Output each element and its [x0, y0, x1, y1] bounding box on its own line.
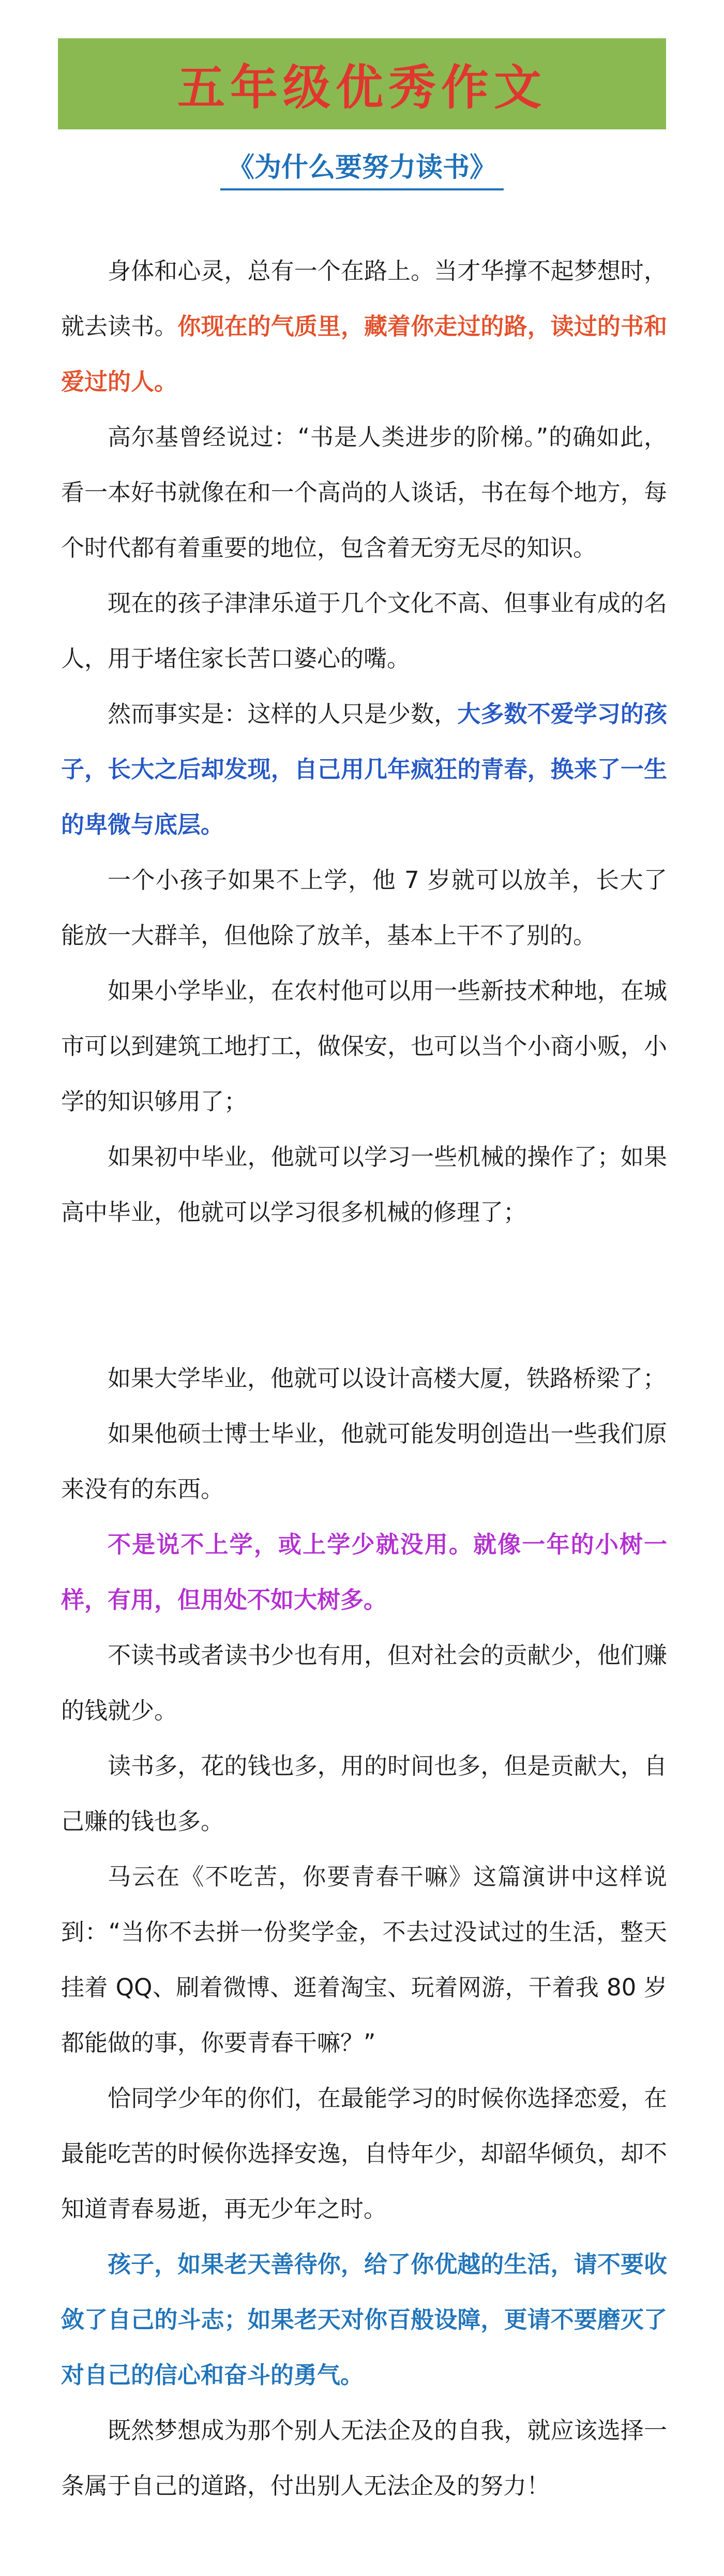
paragraph-14: 恰同学少年的你们，在最能学习的时候你选择恋爱，在最能吃苦的时候你选择安逸，自恃年少，却韶华倾负，却不知道青春易逝，再无少年之时。 [61, 2084, 667, 2223]
subtitle-container [0, 149, 724, 190]
paragraph-9: 如果他硕士博士毕业，他就可能发明创造出一些我们原来没有的东西。 [61, 1420, 667, 1503]
paragraph-4-highlight: 大多数不爱学习的孩子，长大之后却发现，自己用几年疯狂的青春，换来了一生的卑微与底层。 [61, 700, 667, 838]
paragraph-10-highlight: 不是说不上学，或上学少就没用。就像一年的小树一样，有用，但用处不如大树多。 [61, 1531, 667, 1613]
paragraph-7: 如果初中毕业，他就可以学习一些机械的操作了；如果高中毕业，他就可以学习很多机械的修理了； [61, 1143, 667, 1226]
section-gap [61, 1240, 667, 1351]
essay-body [61, 243, 667, 2513]
paragraph-1-highlight: 你现在的气质里，藏着你走过的路，读过的书和爱过的人。 [61, 313, 667, 395]
paragraph-2: 高尔基曾经说过：“书是人类进步的阶梯。”的确如此，看一本好书就像在和一个高尚的人谈话，书在每个地方，每个时代都有着重要的地位，包含着无穷无尽的知识。 [61, 423, 667, 561]
paragraph-1 [61, 243, 667, 409]
paragraph-11: 不读书或者读书少也有用，但对社会的贡献少，他们赚的钱就少。 [61, 1641, 667, 1724]
paragraph-4-text: 然而事实是：这样的人只是少数， [108, 700, 458, 728]
page-title: 五年级优秀作文 [177, 60, 547, 115]
paragraph-13-quote: 马云在《不吃苦，你要青春干嘛》这篇演讲中这样说到：“当你不去拼一份奖学金，不去过没试过的生活，整天挂着 QQ、刷着微博、逛着淘宝、玩着网游，干着我 80 岁都能做的事，你要青春干嘛？” [61, 1863, 667, 2056]
paragraph-12: 读书多，花的钱也多，用的时间也多，但是贡献大，自己赚的钱也多。 [61, 1752, 667, 1835]
title-banner [58, 38, 666, 129]
paragraph-15-highlight: 孩子，如果老天善待你，给了你优越的生活，请不要收敛了自己的斗志；如果老天对你百般设障，更请不要磨灭了对自己的信心和奋斗的勇气。 [61, 2251, 667, 2389]
paragraph-6: 如果小学毕业，在农村他可以用一些新技术种地，在城市可以到建筑工地打工，做保安，也可以当个小商小贩，小学的知识够用了； [61, 977, 667, 1115]
paragraph-3: 现在的孩子津津乐道于几个文化不高、但事业有成的名人，用于堵住家长苦口婆心的嘴。 [61, 589, 667, 672]
paragraph-8: 如果大学毕业，他就可以设计高楼大厦，铁路桥梁了； [108, 1365, 667, 1392]
paragraph-1-text: 身体和心灵，总有一个在路上。当才华撑不起梦想时，就去读书。 [61, 257, 667, 340]
essay-subtitle: 《为什么要努力读书》 [220, 149, 504, 190]
paragraph-4 [61, 686, 667, 852]
paragraph-5: 一个小孩子如果不上学，他 7 岁就可以放羊，长大了能放一大群羊，但他除了放羊，基本上干不了别的。 [61, 866, 667, 949]
paragraph-16: 既然梦想成为那个别人无法企及的自我，就应该选择一条属于自己的道路，付出别人无法企及的努力！ [61, 2417, 667, 2499]
